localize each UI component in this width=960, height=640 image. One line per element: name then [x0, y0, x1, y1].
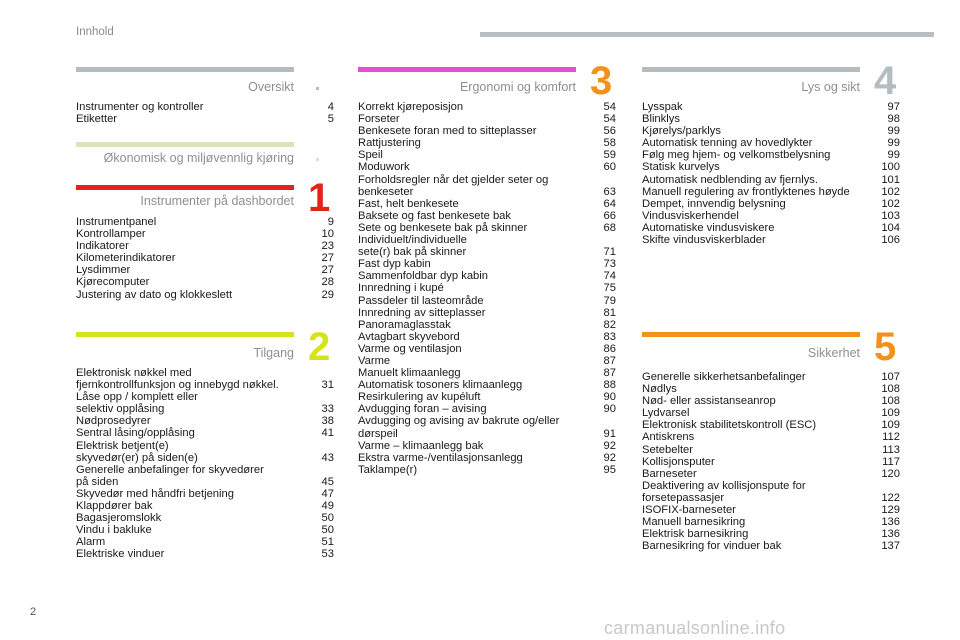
toc-entry-title: Generelle anbefalinger for skyvedører på siden	[76, 463, 264, 488]
toc-entry-page: 47	[321, 487, 334, 500]
toc-entry-page: 31	[321, 379, 334, 392]
toc-list-tilgang	[76, 367, 334, 561]
toc-entry-page: 38	[321, 415, 334, 428]
toc-entry-page: 29	[321, 288, 334, 301]
toc-entry[interactable]	[76, 101, 334, 113]
toc-entry-page: 87	[603, 354, 616, 367]
section-bar-oversikt	[76, 67, 294, 72]
toc-entry[interactable]	[358, 258, 616, 270]
toc-entry-title: Automatiske vindusviskere	[642, 221, 775, 234]
toc-entry-page: 71	[603, 246, 616, 259]
toc-entry[interactable]	[76, 464, 334, 488]
toc-list-instrumenter	[76, 216, 334, 301]
toc-entry[interactable]	[76, 216, 334, 228]
toc-list-ergonomi	[358, 101, 616, 476]
toc-entry-title: Innredning i kupé	[358, 282, 444, 295]
toc-entry[interactable]	[642, 371, 900, 383]
toc-entry-title: Instrumenter og kontroller	[76, 101, 204, 113]
toc-entry-page: 68	[603, 221, 616, 234]
toc-entry-page: 66	[603, 209, 616, 222]
toc-entry-page: 75	[603, 282, 616, 295]
toc-entry-page: 99	[887, 149, 900, 162]
toc-entry[interactable]	[358, 391, 616, 403]
toc-entry[interactable]	[358, 137, 616, 149]
toc-entry-title: Følg meg hjem- og velkomstbelysning	[642, 149, 831, 162]
toc-entry[interactable]	[358, 319, 616, 331]
toc-entry-title: Manuelt klimaanlegg	[358, 367, 461, 380]
toc-entry[interactable]	[358, 331, 616, 343]
toc-list-lys	[642, 101, 900, 246]
toc-entry-title: Passdeler til lasteområde	[358, 294, 484, 307]
toc-entry[interactable]	[358, 464, 616, 476]
toc-entry[interactable]	[358, 282, 616, 294]
section-title-okonomisk: Økonomisk og miljøvennlig kjøring	[103, 151, 294, 165]
toc-entry[interactable]	[358, 307, 616, 319]
toc-entry-title: Barneseter	[642, 467, 697, 480]
toc-entry-page: 51	[321, 536, 334, 549]
toc-entry-title: Fast dyp kabin	[358, 258, 431, 271]
toc-entry-page: 60	[603, 161, 616, 174]
toc-entry[interactable]	[76, 252, 334, 264]
toc-entry-page: 9	[327, 216, 334, 228]
section-bar-okonomisk	[76, 142, 294, 147]
toc-entry-page: 50	[321, 524, 334, 537]
toc-entry-page: 43	[321, 451, 334, 464]
toc-entry-page: 10	[321, 228, 334, 241]
toc-entry-page: 99	[887, 137, 900, 150]
toc-entry-title: Elektronisk stabilitetskontroll (ESC)	[642, 419, 817, 432]
section-bar-lys	[642, 67, 860, 72]
toc-entry-title: Kjørelys/parklys	[642, 125, 721, 138]
toc-entry[interactable]	[76, 289, 334, 301]
section-title-tilgang: Tilgang	[253, 346, 294, 360]
toc-entry[interactable]	[76, 512, 334, 524]
toc-entry-page: 54	[603, 113, 616, 126]
toc-entry-title: Generelle sikkerhetsanbefalinger	[642, 371, 806, 383]
toc-entry-page: 4	[327, 101, 334, 113]
toc-entry-title: Automatisk tenning av hovedlykter	[642, 137, 813, 150]
toc-entry[interactable]	[642, 383, 900, 395]
toc-entry-page: 64	[603, 197, 616, 210]
section-bar-tilgang	[76, 332, 294, 337]
toc-entry-page: 27	[321, 252, 334, 265]
toc-entry-page: 23	[321, 240, 334, 253]
toc-list-sikkerhet	[642, 371, 900, 552]
toc-entry[interactable]	[76, 367, 334, 391]
toc-entry-page: 109	[881, 419, 900, 432]
toc-entry-page: 97	[887, 101, 900, 113]
toc-entry[interactable]	[76, 536, 334, 548]
toc-entry-title: Alarm	[76, 536, 106, 549]
toc-entry-page: 88	[603, 379, 616, 392]
section-title-sikkerhet: Sikkerhet	[807, 346, 860, 360]
toc-entry-page: 81	[603, 306, 616, 319]
toc-entry-page: 49	[321, 500, 334, 513]
toc-entry-title: Nødlys	[642, 383, 677, 396]
section-title-oversikt: Oversikt	[248, 80, 294, 94]
toc-entry-page: 129	[881, 504, 900, 517]
toc-entry-page: 5	[327, 113, 334, 126]
section-marker-okonomisk	[316, 158, 319, 161]
toc-entry-page: 103	[881, 209, 900, 222]
toc-entry-title: Bagasjeromslokk	[76, 512, 162, 525]
toc-entry-title: Lysspak	[642, 101, 683, 113]
toc-entry[interactable]	[358, 403, 616, 415]
toc-entry[interactable]	[358, 125, 616, 137]
toc-entry-title: Benkesete foran med to sitteplasser	[358, 125, 537, 138]
toc-entry-page: 74	[603, 270, 616, 283]
toc-entry-page: 45	[321, 475, 334, 488]
toc-entry-page: 28	[321, 276, 334, 289]
toc-entry-page: 100	[881, 161, 900, 174]
section-marker-oversikt	[316, 87, 319, 90]
toc-entry[interactable]	[358, 174, 616, 198]
toc-entry[interactable]	[358, 270, 616, 282]
toc-entry-page: 102	[881, 185, 900, 198]
toc-entry[interactable]	[76, 415, 334, 427]
toc-entry-page: 95	[603, 463, 616, 476]
toc-entry-page: 79	[603, 294, 616, 307]
toc-entry[interactable]	[642, 540, 900, 552]
toc-entry[interactable]	[358, 161, 616, 173]
toc-entry[interactable]	[642, 516, 900, 528]
toc-entry-page: 104	[881, 221, 900, 234]
toc-entry-title: Ekstra varme-/ventilasjonsanlegg	[358, 451, 523, 464]
toc-entry-title: Kilometerindikatorer	[76, 252, 176, 265]
toc-entry-page: 91	[603, 427, 616, 440]
toc-entry-title: Avtagbart skyvebord	[358, 330, 460, 343]
toc-entry-title: Sete og benkesete bak på skinner	[358, 221, 528, 234]
toc-entry-title: Instrumentpanel	[76, 216, 157, 228]
toc-entry[interactable]	[358, 343, 616, 355]
toc-entry-page: 107	[881, 371, 900, 383]
toc-entry[interactable]	[76, 440, 334, 464]
toc-entry[interactable]	[642, 234, 900, 246]
toc-entry[interactable]	[76, 276, 334, 288]
toc-entry-title: Antiskrens	[642, 431, 695, 444]
toc-entry-title: Elektriske vinduer	[76, 548, 165, 561]
toc-entry-page: 99	[887, 125, 900, 138]
toc-entry-title: Elektrisk barnesikring	[642, 528, 749, 541]
toc-entry-page: 136	[881, 528, 900, 541]
section-bar-sikkerhet	[642, 332, 860, 337]
toc-entry[interactable]	[642, 198, 900, 210]
toc-entry[interactable]	[642, 480, 900, 504]
toc-entry-page: 58	[603, 137, 616, 150]
section-title-instrumenter: Instrumenter på dashbordet	[140, 194, 294, 208]
toc-entry-title: Nød- eller assistanseanrop	[642, 395, 776, 408]
toc-entry[interactable]	[642, 174, 900, 186]
toc-entry-title: Taklampe(r)	[358, 463, 418, 476]
toc-entry-title: Forseter	[358, 113, 400, 126]
toc-entry-title: Elektrisk betjent(e) skyvedør(er) på siden(e)	[76, 439, 198, 464]
toc-entry[interactable]	[358, 440, 616, 452]
toc-entry-title: Lydvarsel	[642, 407, 690, 420]
toc-entry-title: Manuell barnesikring	[642, 516, 746, 529]
toc-entry-page: 137	[881, 540, 900, 553]
section-number-5: 5	[874, 325, 897, 369]
section-number-1: 1	[308, 176, 331, 220]
toc-entry[interactable]	[76, 524, 334, 536]
header-title: Innhold	[76, 26, 114, 38]
toc-entry-page: 73	[603, 258, 616, 271]
toc-entry-title: Etiketter	[76, 113, 118, 126]
toc-entry-page: 98	[887, 113, 900, 126]
toc-entry-title: Sentral låsing/opplåsing	[76, 427, 195, 440]
toc-entry-page: 54	[603, 101, 616, 113]
toc-entry-title: Setebelter	[642, 443, 693, 456]
toc-entry-page: 83	[603, 330, 616, 343]
toc-entry-page: 106	[881, 234, 900, 247]
toc-entry-title: Vindu i bakluke	[76, 524, 152, 537]
toc-entry[interactable]	[358, 295, 616, 307]
toc-entry-title: Kontrollamper	[76, 228, 146, 241]
section-bar-ergonomi	[358, 67, 576, 72]
toc-entry-title: Avdugging og avising av bakrute og/eller dørspeil	[358, 415, 560, 440]
toc-entry-page: 27	[321, 264, 334, 277]
toc-entry[interactable]	[76, 548, 334, 560]
toc-entry-title: Elektronisk nøkkel med fjernkontrollfunksjon og innebygd nøkkel.	[76, 367, 279, 392]
section-number-2: 2	[308, 325, 331, 369]
toc-entry-title: Speil	[358, 149, 383, 162]
toc-entry[interactable]	[642, 210, 900, 222]
toc-entry[interactable]	[642, 137, 900, 149]
toc-entry-title: Korrekt kjøreposisjon	[358, 101, 464, 113]
toc-entry[interactable]	[642, 222, 900, 234]
toc-entry[interactable]	[642, 504, 900, 516]
toc-entry-title: Rattjustering	[358, 137, 421, 150]
section-bar-instrumenter	[76, 185, 294, 190]
toc-entry-title: Resirkulering av kupéluft	[358, 391, 481, 404]
header-rule	[480, 32, 934, 37]
toc-entry-title: Automatisk nedblending av fjernlys.	[642, 173, 818, 186]
toc-entry[interactable]	[358, 198, 616, 210]
toc-entry-page: 120	[881, 467, 900, 480]
toc-entry-page: 122	[881, 491, 900, 504]
toc-entry-page: 101	[881, 173, 900, 186]
toc-entry-title: Blinklys	[642, 113, 680, 126]
toc-entry-title: Nødprosedyrer	[76, 415, 151, 428]
toc-entry[interactable]	[76, 488, 334, 500]
toc-entry-page: 90	[603, 391, 616, 404]
page-number: 2	[30, 606, 37, 618]
toc-entry-page: 41	[321, 427, 334, 440]
toc-entry[interactable]	[358, 355, 616, 367]
toc-entry[interactable]	[642, 528, 900, 540]
toc-entry[interactable]	[358, 210, 616, 222]
toc-entry-title: Deaktivering av kollisjonspute for forsetepassasjer	[642, 479, 806, 504]
toc-entry-page: 90	[603, 403, 616, 416]
toc-entry-title: Statisk kurvelys	[642, 161, 720, 174]
toc-entry[interactable]	[642, 444, 900, 456]
toc-entry-page: 113	[882, 443, 900, 456]
toc-entry-page: 82	[603, 318, 616, 331]
toc-entry-title: Indikatorer	[76, 240, 129, 253]
section-number-4: 4	[874, 59, 897, 103]
section-number-3: 3	[590, 59, 613, 103]
toc-entry-title: Varme	[358, 354, 391, 367]
toc-entry[interactable]	[76, 228, 334, 240]
toc-entry-title: Vindusviskerhendel	[642, 209, 739, 222]
toc-entry-page: 108	[881, 383, 900, 396]
toc-entry-page: 59	[603, 149, 616, 162]
toc-entry[interactable]	[358, 367, 616, 379]
toc-entry-page: 33	[321, 403, 334, 416]
toc-entry[interactable]	[358, 379, 616, 391]
toc-entry[interactable]	[642, 125, 900, 137]
toc-entry[interactable]	[642, 431, 900, 443]
toc-entry[interactable]	[76, 391, 334, 415]
toc-entry[interactable]	[642, 149, 900, 161]
toc-entry-page: 53	[321, 548, 334, 561]
toc-entry-page: 63	[603, 185, 616, 198]
toc-list-oversikt	[76, 101, 334, 125]
toc-entry[interactable]	[358, 149, 616, 161]
toc-entry[interactable]	[76, 427, 334, 439]
toc-entry[interactable]	[76, 500, 334, 512]
watermark: carmanualsonline.info	[604, 618, 786, 638]
toc-entry-title: Dempet, innvendig belysning	[642, 197, 786, 210]
toc-entry-title: Sammenfoldbar dyp kabin	[358, 270, 488, 283]
toc-entry[interactable]	[642, 161, 900, 173]
toc-entry[interactable]	[642, 407, 900, 419]
toc-entry-title: Barnesikring for vinduer bak	[642, 540, 782, 553]
toc-entry[interactable]	[642, 419, 900, 431]
toc-entry[interactable]	[358, 452, 616, 464]
toc-entry-title: Varme – klimaanlegg bak	[358, 439, 484, 452]
toc-entry-title: Kollisjonsputer	[642, 455, 715, 468]
toc-entry-title: Individuelt/individuelle sete(r) bak på skinner	[358, 234, 467, 259]
toc-entry-page: 112	[882, 431, 900, 444]
toc-entry-title: Lysdimmer	[76, 264, 131, 277]
toc-entry-page: 102	[881, 197, 900, 210]
toc-entry-title: Fast, helt benkesete	[358, 197, 459, 210]
toc-entry-title: Manuell regulering av frontlyktenes høyde	[642, 185, 850, 198]
toc-entry-page: 108	[881, 395, 900, 408]
toc-entry[interactable]	[358, 101, 616, 113]
toc-entry-title: Forholdsregler når det gjelder seter og benkeseter	[358, 173, 549, 198]
toc-entry-title: Avdugging foran – avising	[358, 403, 487, 416]
toc-entry[interactable]	[76, 113, 334, 125]
toc-entry-title: Justering av dato og klokkeslett	[76, 288, 233, 301]
toc-entry-page: 56	[603, 125, 616, 138]
toc-entry[interactable]	[358, 222, 616, 234]
toc-entry[interactable]	[358, 234, 616, 258]
toc-entry[interactable]	[642, 395, 900, 407]
section-title-ergonomi: Ergonomi og komfort	[459, 80, 576, 94]
toc-entry-title: Klappdører bak	[76, 500, 153, 513]
section-title-lys: Lys og sikt	[801, 80, 860, 94]
toc-entry[interactable]	[642, 468, 900, 480]
toc-entry-title: Automatisk tosoners klimaanlegg	[358, 379, 523, 392]
toc-entry[interactable]	[642, 186, 900, 198]
toc-entry-title: Låse opp / komplett eller selektiv opplåsing	[76, 391, 198, 416]
toc-entry-title: Kjørecomputer	[76, 276, 150, 289]
toc-entry[interactable]	[76, 240, 334, 252]
toc-entry[interactable]	[358, 415, 616, 439]
toc-entry-title: ISOFIX-barneseter	[642, 504, 736, 517]
toc-entry-page: 92	[603, 439, 616, 452]
toc-entry-page: 87	[603, 367, 616, 380]
toc-entry[interactable]	[358, 113, 616, 125]
toc-entry-page: 136	[881, 516, 900, 529]
toc-entry-title: Varme og ventilasjon	[358, 342, 462, 355]
toc-entry-title: Innredning av sitteplasser	[358, 306, 486, 319]
toc-entry-title: Moduwork	[358, 161, 410, 174]
toc-entry-title: Skifte vindusviskerblader	[642, 234, 766, 247]
toc-entry-page: 117	[882, 455, 900, 468]
toc-entry-title: Skyvedør med håndfri betjening	[76, 487, 234, 500]
toc-entry-title: Panoramaglasstak	[358, 318, 451, 331]
toc-entry-page: 109	[881, 407, 900, 420]
toc-entry-title: Baksete og fast benkesete bak	[358, 209, 511, 222]
toc-entry[interactable]	[642, 456, 900, 468]
toc-entry[interactable]	[76, 264, 334, 276]
toc-entry-page: 86	[603, 342, 616, 355]
toc-entry[interactable]	[642, 113, 900, 125]
toc-entry-page: 50	[321, 512, 334, 525]
toc-entry[interactable]	[642, 101, 900, 113]
toc-entry-page: 92	[603, 451, 616, 464]
